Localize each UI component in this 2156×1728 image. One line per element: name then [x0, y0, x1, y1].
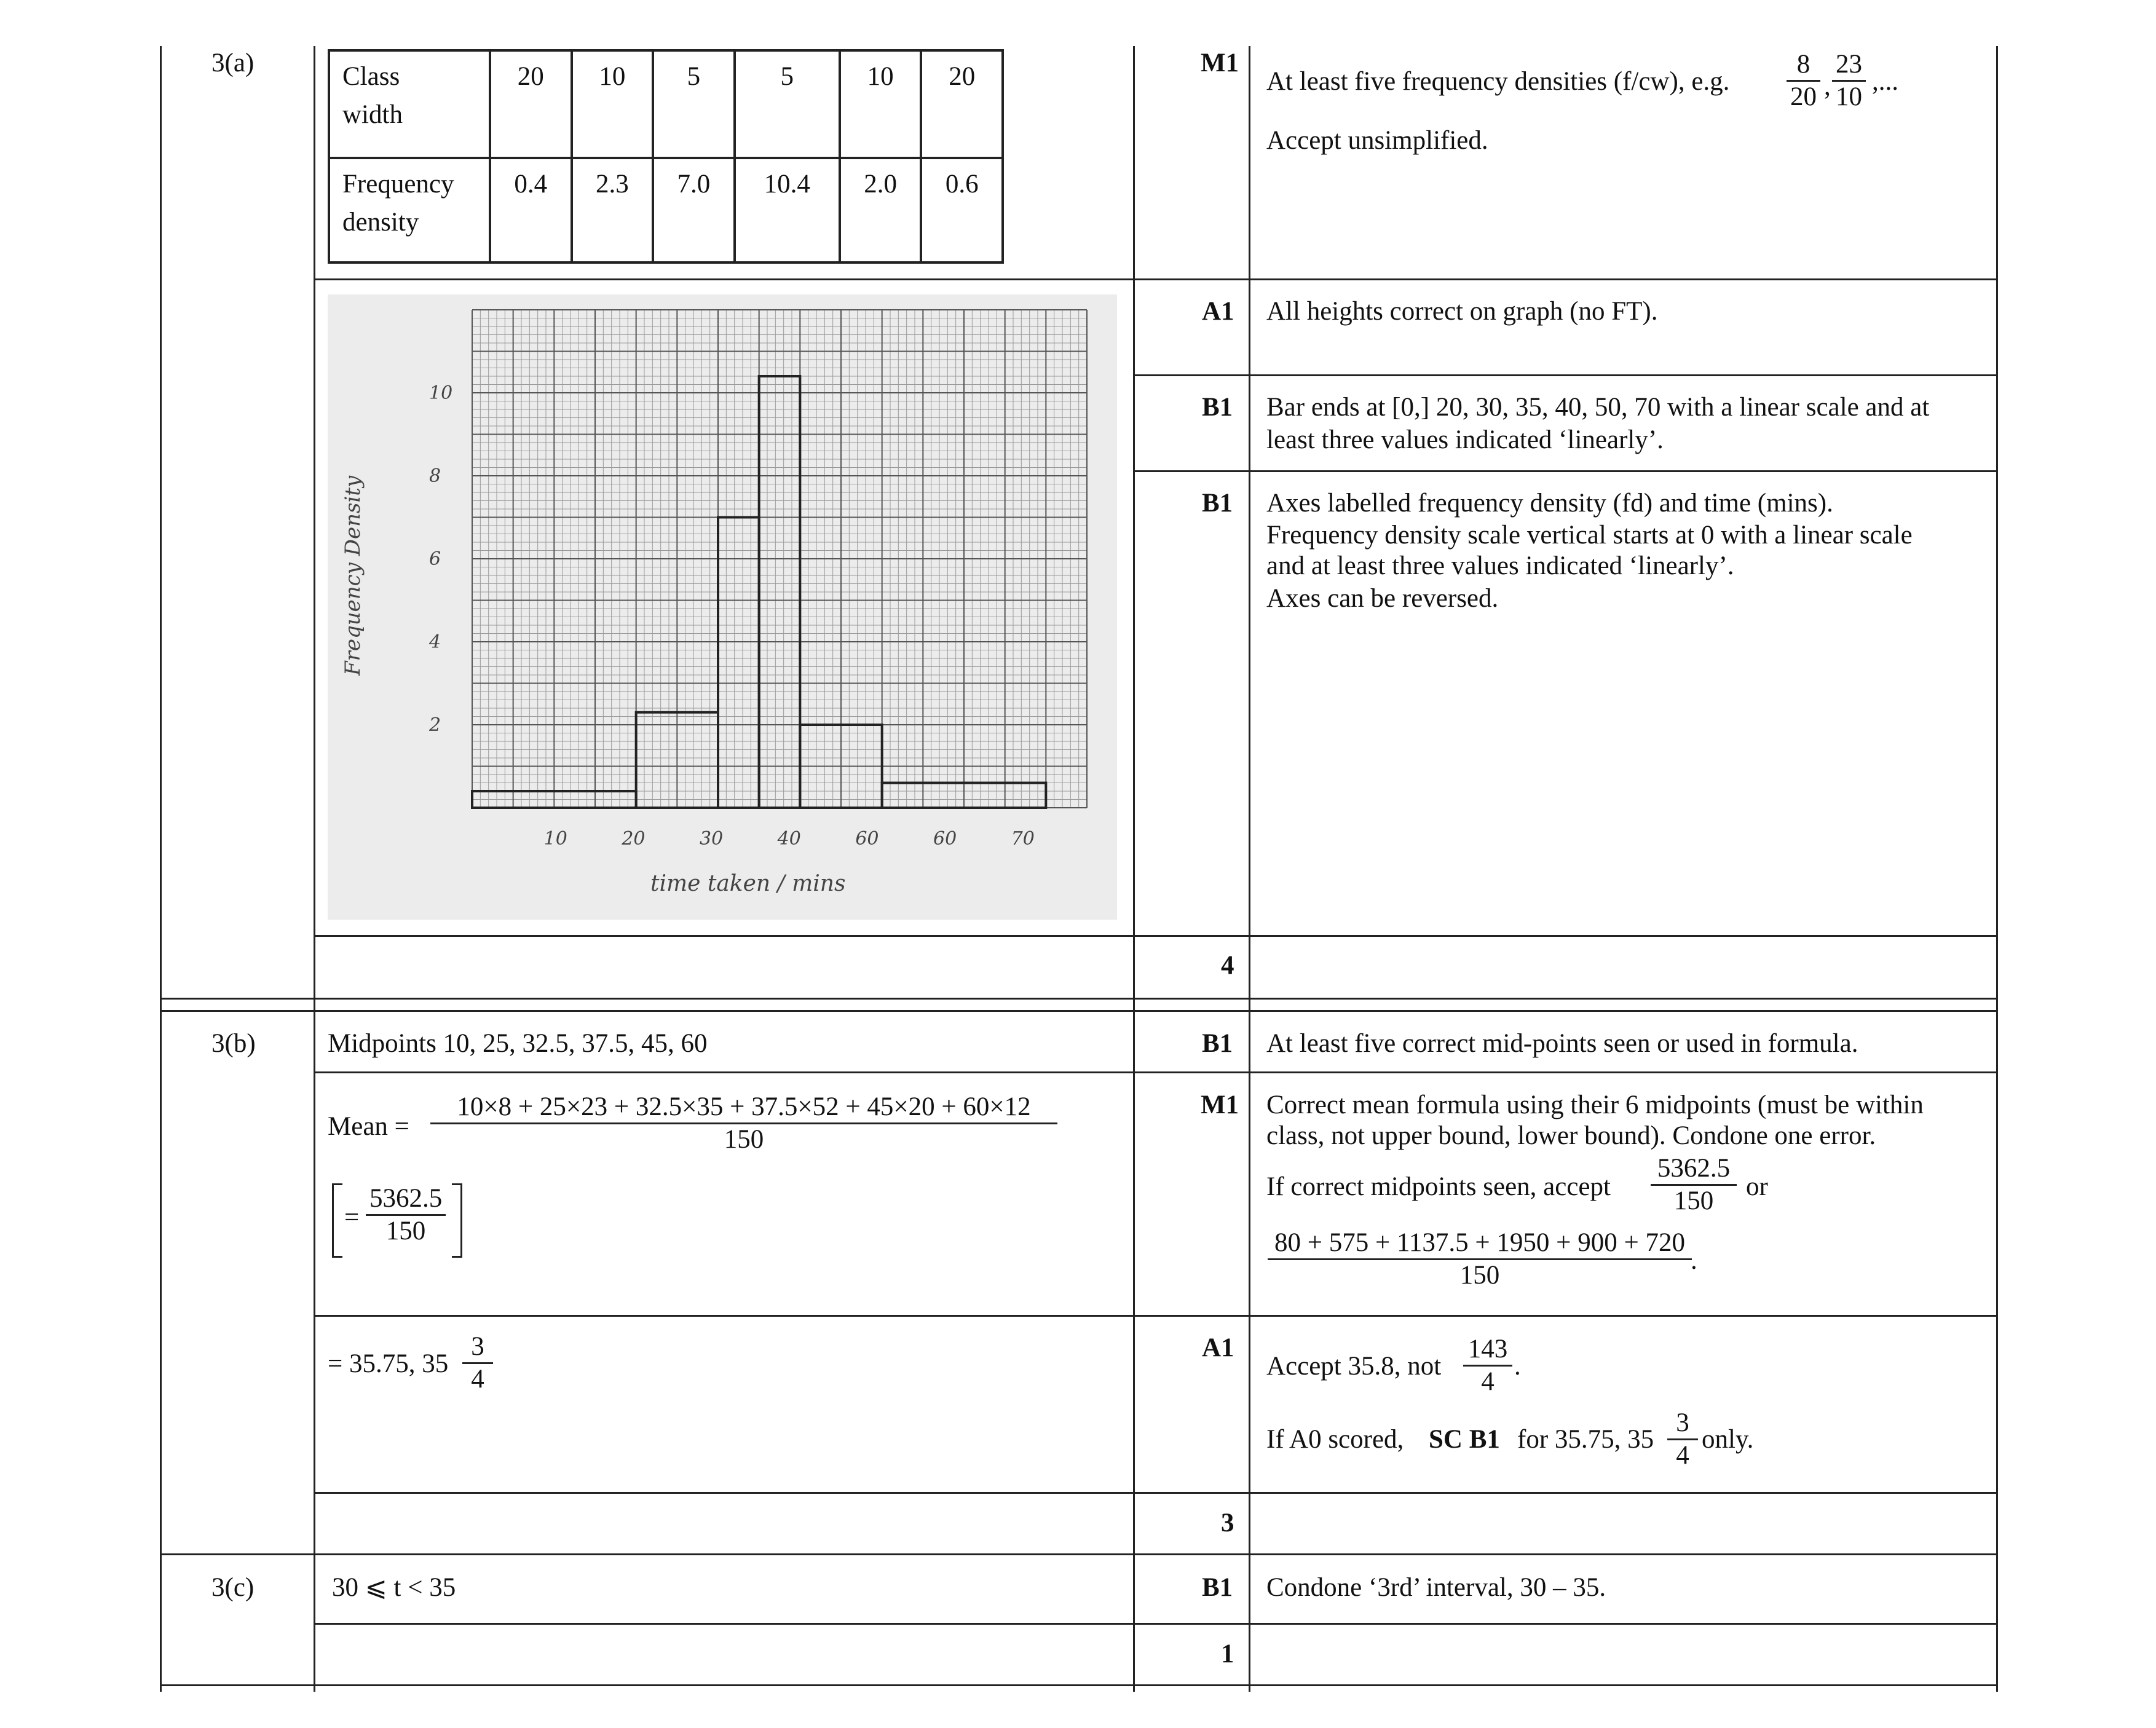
histogram-photo [328, 294, 1117, 920]
total-marks: 3 [1221, 1509, 1234, 1537]
x-tick-label: 60 [855, 828, 879, 850]
mean-label: Mean = [328, 1112, 409, 1141]
question-label-3a: 3(a) [211, 49, 255, 77]
x-tick-label: 10 [543, 828, 567, 850]
x-tick-label: 60 [933, 828, 957, 850]
bracket-right [452, 1183, 462, 1258]
guidance-text: Accept 35.8, not [1266, 1352, 1442, 1381]
row-divider [1133, 470, 1998, 472]
mark-b1: B1 [1202, 1029, 1233, 1058]
x-tick-label: 30 [700, 828, 724, 850]
special-case-label: SC B1 [1429, 1425, 1500, 1454]
period: . [1691, 1246, 1697, 1275]
guidance-text: Frequency density scale vertical starts at 0 with a linear scale [1266, 521, 1913, 550]
guidance-text: and at least three values indicated ‘linearly’. [1266, 551, 1734, 580]
border-mark-left [1133, 46, 1135, 1692]
table-cell: 0.6 [921, 158, 1003, 262]
section-divider [160, 998, 1998, 1000]
guidance-text: Bar ends at [0,] 20, 30, 35, 40, 50, 70 with a linear scale and at [1266, 393, 1930, 422]
mark-b1: B1 [1202, 1573, 1233, 1602]
question-label-3c: 3(c) [211, 1573, 255, 1602]
guidance-text: Accept unsimplified. [1266, 126, 1488, 155]
guidance-text: Axes labelled frequency density (fd) and time (mins). [1266, 489, 1833, 518]
bracket-fraction: $\frac{5362.5}{150}$ [366, 1183, 446, 1247]
table-cell: 10 [840, 50, 922, 158]
guidance-text: only. [1702, 1425, 1754, 1454]
mark-a1: A1 [1202, 1333, 1234, 1362]
interval-answer: 30 ⩽ t < 35 [332, 1573, 456, 1602]
table-cell: 0.4 [490, 158, 572, 262]
row-divider [314, 935, 1998, 937]
table-cell: 20 [490, 50, 572, 158]
y-tick-label: 4 [429, 631, 441, 653]
frequency-density-table [328, 49, 1004, 264]
table-cell: 2.0 [840, 158, 922, 262]
guidance-text: least three values indicated ‘linearly’. [1266, 425, 1664, 454]
y-tick-label: 8 [429, 465, 441, 487]
fraction: $\frac{5362.5}{150}$ [1651, 1153, 1737, 1217]
guidance-text: for 35.75, 35 [1517, 1425, 1654, 1454]
guidance-text: If correct midpoints seen, accept [1266, 1172, 1611, 1201]
total-marks: 4 [1221, 951, 1234, 980]
bracket-left [332, 1183, 342, 1258]
comma: , [1824, 72, 1831, 101]
row-divider [314, 1492, 1998, 1494]
table-cell: 10 [572, 50, 654, 158]
y-tick-label: 10 [429, 382, 453, 404]
guidance-text: At least five correct mid-points seen or used in formula. [1266, 1029, 1858, 1058]
fraction: $\frac{3}{4}$ [462, 1332, 493, 1395]
border-answer-left [314, 46, 315, 1692]
frequency-density-row [329, 158, 1003, 262]
y-tick-label: 6 [429, 548, 441, 570]
mark-b1: B1 [1202, 393, 1233, 422]
mean-formula: $\frac{10\times 8 + 25\times 23 + 32.5\times 35 + 37.5\times 52 + 45\times 20 + 60\times 12}{150}$ [430, 1092, 1057, 1155]
guidance-text: If A0 scored, [1266, 1425, 1404, 1454]
table-cell: 10.4 [735, 158, 840, 262]
guidance-text: class, not upper bound, lower bound). Condone one error. [1266, 1121, 1876, 1150]
x-tick-label: 70 [1011, 828, 1035, 850]
ellipsis: ,... [1872, 67, 1898, 96]
table-cell: 20 [921, 50, 1003, 158]
fraction: $\frac{8}{20}$ [1787, 49, 1820, 112]
mark-m1: M1 [1201, 1091, 1239, 1119]
total-marks: 1 [1221, 1639, 1234, 1668]
histogram-bar [718, 518, 759, 808]
border-right [1996, 46, 1998, 1692]
histogram [328, 294, 1117, 920]
mark-m1: M1 [1201, 49, 1239, 77]
or-text: or [1746, 1172, 1768, 1201]
x-axis-label: time taken / mins [650, 871, 846, 896]
guidance-text: At least five frequency densities (f/cw), e.g. [1266, 67, 1730, 96]
guidance-text: All heights correct on graph (no FT). [1266, 297, 1658, 326]
section-divider [160, 1553, 1998, 1555]
guidance-text: Condone ‘3rd’ interval, 30 – 35. [1266, 1573, 1606, 1602]
midpoints-answer: Midpoints 10, 25, 32.5, 37.5, 45, 60 [328, 1029, 708, 1058]
equals-sign: = [344, 1203, 360, 1232]
guidance-text: Correct mean formula using their 6 midpoints (must be within [1266, 1091, 1924, 1119]
y-axis-label: Frequency Density [341, 475, 365, 676]
mark-a1: A1 [1202, 297, 1234, 326]
guidance-text: Axes can be reversed. [1266, 584, 1499, 613]
question-label-3b: 3(b) [211, 1029, 256, 1058]
row-divider [1133, 374, 1998, 376]
section-divider [160, 1010, 1998, 1012]
mean-answer: = 35.75, 35 [328, 1349, 449, 1378]
fraction: $\frac{3}{4}$ [1667, 1408, 1698, 1471]
table-cell: 5 [653, 50, 735, 158]
table-bottom [160, 1684, 1998, 1686]
frequency-density-header: Frequency density [329, 158, 490, 262]
row-divider [314, 278, 1998, 280]
mark-b1: B1 [1202, 489, 1233, 518]
fraction: $\frac{143}{4}$ [1463, 1334, 1512, 1397]
table-cell: 5 [735, 50, 840, 158]
class-width-header: Class width [329, 50, 490, 158]
table-cell: 2.3 [572, 158, 654, 262]
x-tick-label: 40 [777, 828, 801, 850]
fraction: $\frac{23}{10}$ [1832, 49, 1866, 112]
border-left [160, 46, 162, 1692]
table-cell: 7.0 [653, 158, 735, 262]
border-guidance-left [1249, 46, 1250, 1692]
x-tick-label: 20 [622, 828, 646, 850]
period: . [1514, 1352, 1521, 1381]
class-width-row [329, 50, 1003, 158]
sum-fraction: $\frac{80 + 575 + 1137.5 + 1950 + 900 + 720}{150}$ [1268, 1228, 1692, 1291]
y-tick-label: 2 [429, 714, 441, 736]
row-divider [314, 1071, 1998, 1073]
row-divider [314, 1623, 1998, 1625]
row-divider [314, 1315, 1998, 1317]
